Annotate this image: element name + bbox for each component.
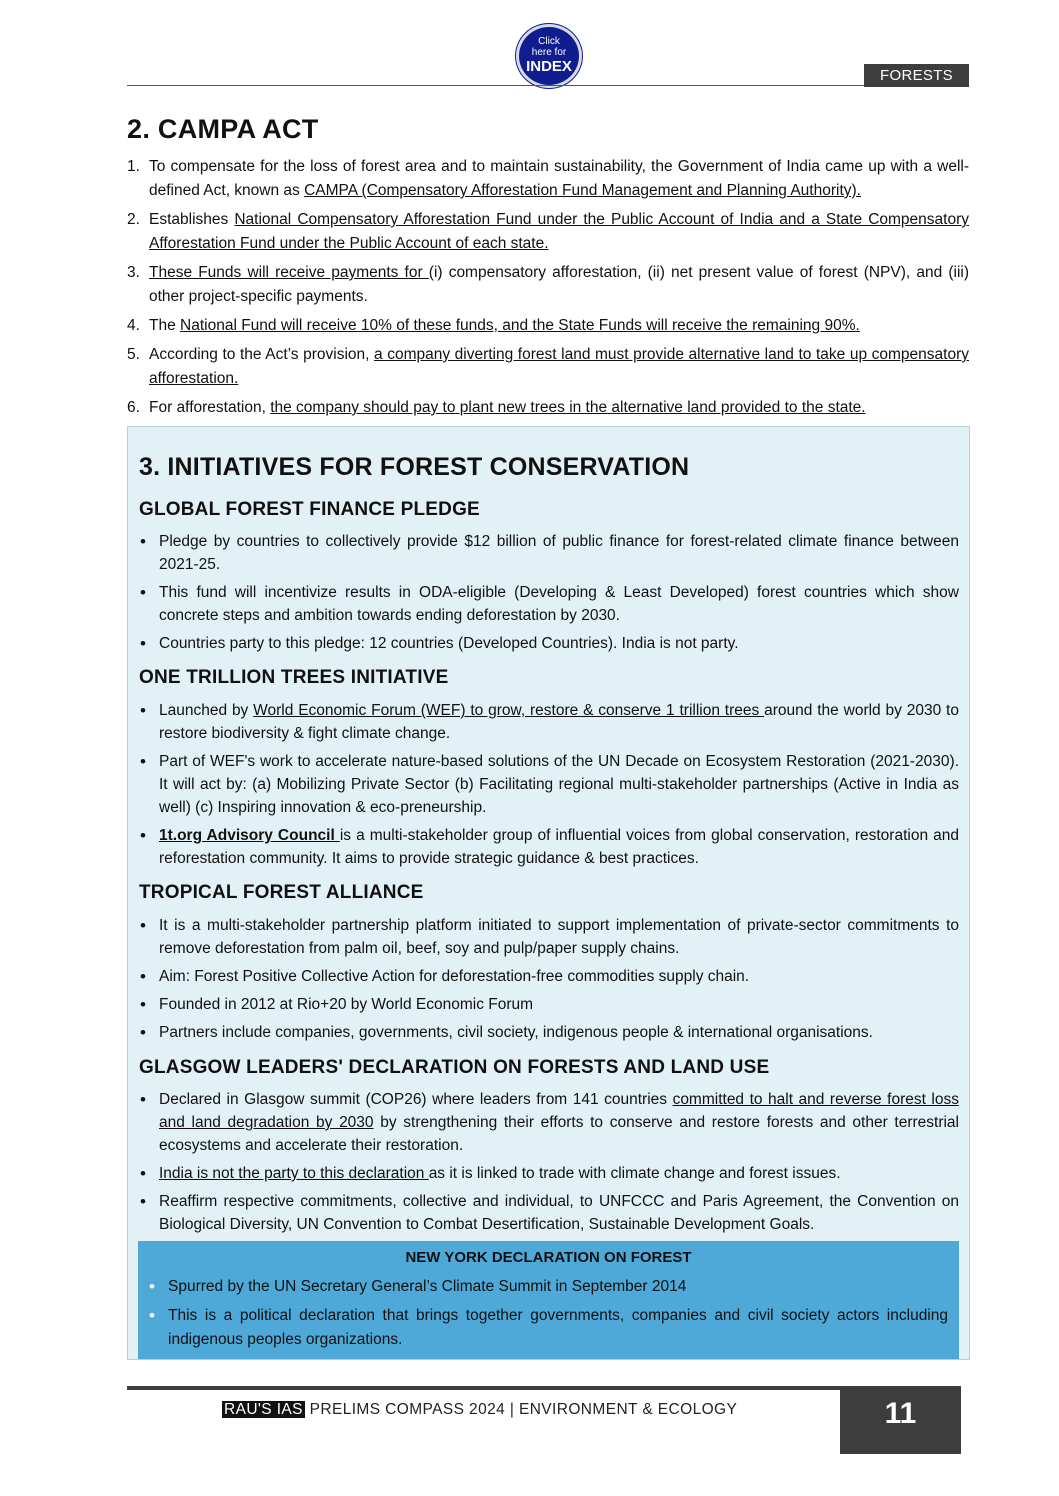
list-item: 2. Establishes National Compensatory Afforestation Fund under the Public Account of India and a State Compensatory Afforestation Fund under the Public Account of each state. [127, 211, 969, 252]
list-item: • Launched by World Economic Forum (WEF) to grow, restore & conserve 1 trillion trees around the world by 2030 to restore biodiversity & fight climate change. [139, 699, 959, 745]
list-item: • This fund will incentivize results in ODA-eligible (Developing & Least Developed) forest countries which show concrete steps and ambition towards ending deforestation by 2030. [139, 581, 959, 627]
campa-heading: 2. CAMPA ACT [127, 114, 319, 144]
glasgow-heading: GLASGOW LEADERS' DECLARATION ON FORESTS AND LAND USE [139, 1057, 770, 1078]
index-badge-line1: Click [538, 36, 560, 48]
list-item: • Reaffirm respective commitments, collective and individual, to UNFCCC and Paris Agreement, the Convention on Biological Diversity, UN Convention to Combat Desertification, Sustainable Development Goals. [139, 1190, 959, 1236]
glasgow-list [139, 1088, 959, 1241]
list-item: 3. These Funds will receive payments for (i) compensatory afforestation, (ii) net present value of forest (NPV), and (iii) other project-specific payments. [127, 264, 969, 305]
ny-declaration-heading: NEW YORK DECLARATION ON FOREST [405, 1249, 692, 1266]
gffp-list [139, 530, 959, 660]
list-item: • Aim: Forest Positive Collective Action for deforestation-free commodities supply chain. [139, 965, 959, 988]
list-item: • This is a political declaration that brings together governments, companies and civil society actors including indigenous peoples organizations. [148, 1304, 948, 1352]
ttt-list [139, 699, 959, 875]
ny-declaration-list [148, 1275, 948, 1357]
list-item: • Pledge by countries to collectively provide $12 billion of public finance for forest-related climate finance between 2021-25. [139, 530, 959, 576]
ttt-heading: ONE TRILLION TREES INITIATIVE [139, 667, 449, 688]
initiatives-box [127, 426, 970, 1360]
footer-brand: RAU'S IAS [224, 1401, 303, 1418]
list-item: • Part of WEF's work to accelerate nature-based solutions of the UN Decade on Ecosystem Restoration (2021-2030). It will act by: (a) Mobilizing Private Sector (b) Facilitating regional multi-stakeholder partnerships (Active in India as well) (c) Inspiring innovation & eco-preneurship. [139, 750, 959, 819]
list-item: • Founded in 2012 at Rio+20 by World Economic Forum [139, 993, 959, 1016]
gffp-heading: GLOBAL FOREST FINANCE PLEDGE [139, 499, 480, 520]
footer-text: RAU'S IAS PRELIMS COMPASS 2024 | ENVIRONMENT & ECOLOGY [224, 1401, 738, 1418]
header-divider [127, 85, 969, 86]
campa-list [127, 155, 969, 425]
ny-declaration-box [138, 1241, 959, 1359]
list-item: • Declared in Glasgow summit (COP26) where leaders from 141 countries committed to halt and reverse forest loss and land degradation by 2030 by strengthening their efforts to conserve and restore forests and other terrestrial ecosystems and accelerate their restoration. [139, 1088, 959, 1157]
list-item: 6. For afforestation, the company should pay to plant new trees in the alternative land provided to the state. [127, 399, 866, 416]
initiatives-heading: 3. INITIATIVES FOR FOREST CONSERVATION [139, 453, 690, 481]
tfa-list [139, 914, 959, 1049]
list-item: 1. To compensate for the loss of forest area and to maintain sustainability, the Government of India came up with a well-defined Act, known as CAMPA (Compensatory Afforestation Fund Management and Planning Authority). [127, 158, 969, 199]
index-badge-line2: here for [531, 46, 567, 58]
index-badge-line3: INDEX [526, 58, 572, 76]
section-tag: FORESTS [864, 64, 969, 87]
list-item: • India is not the party to this declaration as it is linked to trade with climate change and forest issues. [139, 1162, 959, 1185]
index-link-button[interactable] [516, 24, 582, 88]
list-item: • Partners include companies, governments, civil society, indigenous people & international organisations. [139, 1021, 959, 1044]
list-item: • 1t.org Advisory Council is a multi-stakeholder group of influential voices from global conservation, restoration and reforestation community. It aims to provide strategic guidance & best practices. [139, 824, 959, 870]
footer-divider [127, 1386, 860, 1390]
tfa-heading: TROPICAL FOREST ALLIANCE [139, 882, 424, 903]
list-item: • Spurred by the UN Secretary General’s Climate Summit in September 2014 [148, 1275, 948, 1299]
list-item: • Countries party to this pledge: 12 countries (Developed Countries). India is not party. [139, 632, 959, 655]
list-item: • It is a multi-stakeholder partnership platform initiated to support implementation of private-sector commitments to remove deforestation from palm oil, beef, soy and pulp/paper supply chains. [139, 914, 959, 960]
list-item: 5. According to the Act’s provision, a company diverting forest land must provide alternative land to take up compensatory afforestation. [127, 346, 969, 387]
list-item: 4. The National Fund will receive 10% of these funds, and the State Funds will receive the remaining 90%. [127, 317, 860, 334]
page-number: 11 [840, 1386, 961, 1454]
